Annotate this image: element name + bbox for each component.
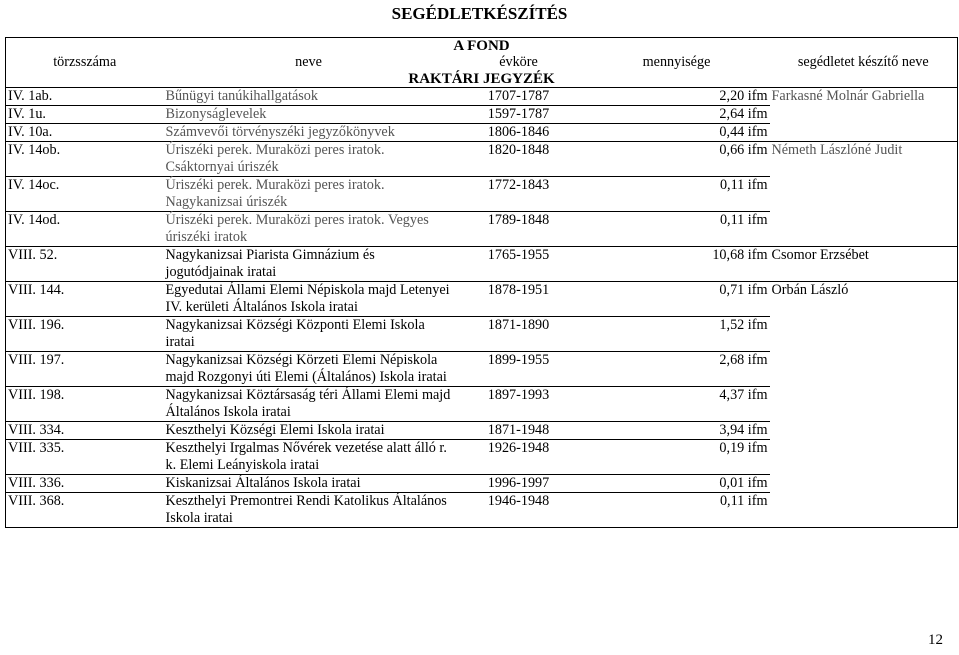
record-quantity: 2,68 ifm: [584, 352, 770, 387]
record-quantity: 2,64 ifm: [584, 106, 770, 124]
record-name: Számvevői törvényszéki jegyzőkönyvek: [164, 124, 454, 142]
preparer-name: Németh Lászlóné Judit: [770, 142, 958, 247]
record-quantity: 0,44 ifm: [584, 124, 770, 142]
fond-header: A FOND: [6, 38, 958, 55]
record-id: VIII. 196.: [6, 317, 164, 352]
record-years: 1996-1997: [454, 475, 584, 493]
record-id: IV. 10a.: [6, 124, 164, 142]
page-title: SEGÉDLETKÉSZÍTÉS: [391, 4, 568, 23]
record-years: 1871-1948: [454, 422, 584, 440]
record-id: VIII. 197.: [6, 352, 164, 387]
record-id: VIII. 335.: [6, 440, 164, 475]
record-quantity: 1,52 ifm: [584, 317, 770, 352]
record-name: Nagykanizsai Köztársaság téri Állami Elemi majd Általános Iskola iratai: [164, 387, 454, 422]
col-header-name: neve: [295, 54, 322, 70]
record-id: IV. 1u.: [6, 106, 164, 124]
record-years: 1871-1890: [454, 317, 584, 352]
record-years: 1878-1951: [454, 282, 584, 317]
inventory-table: [5, 37, 958, 528]
record-id: VIII. 52.: [6, 247, 164, 282]
preparer-name: Farkasné Molnár Gabriella: [770, 88, 958, 142]
subheader-row: [6, 71, 958, 88]
table-row: [6, 88, 958, 106]
record-quantity: 0,66 ifm: [584, 142, 770, 177]
record-years: 1772-1843: [454, 177, 584, 212]
record-name: Úriszéki perek. Muraközi peres iratok. Nagykanizsai úriszék: [164, 177, 454, 212]
column-header-row: [6, 54, 958, 71]
record-id: VIII. 144.: [6, 282, 164, 317]
record-quantity: 10,68 ifm: [584, 247, 770, 282]
record-id: IV. 1ab.: [6, 88, 164, 106]
record-years: 1926-1948: [454, 440, 584, 475]
record-id: VIII. 336.: [6, 475, 164, 493]
record-id: IV. 14ob.: [6, 142, 164, 177]
record-years: 1707-1787: [454, 88, 584, 106]
col-header-preparer: segédletet készítő neve: [770, 54, 958, 71]
record-name: Keszthelyi Premontrei Rendi Katolikus Általános Iskola iratai: [164, 493, 454, 528]
record-name: Úriszéki perek. Muraközi peres iratok. Csáktornyai úriszék: [164, 142, 454, 177]
record-id: IV. 14oc.: [6, 177, 164, 212]
record-name: Bűnügyi tanúkihallgatások: [164, 88, 454, 106]
record-name: Egyedutai Állami Elemi Népiskola majd Letenyei IV. kerületi Általános Iskola iratai: [164, 282, 454, 317]
record-id: VIII. 334.: [6, 422, 164, 440]
record-name: Úriszéki perek. Muraközi peres iratok. Vegyes úriszéki iratok: [164, 212, 454, 247]
record-years: 1820-1848: [454, 142, 584, 177]
record-years: 1899-1955: [454, 352, 584, 387]
record-quantity: 3,94 ifm: [584, 422, 770, 440]
record-years: 1789-1848: [454, 212, 584, 247]
record-name: Bizonyságlevelek: [164, 106, 454, 124]
record-years: 1946-1948: [454, 493, 584, 528]
record-quantity: 0,11 ifm: [584, 212, 770, 247]
record-quantity: 4,37 ifm: [584, 387, 770, 422]
preparer-name: Orbán László: [770, 282, 958, 528]
record-name: Nagykanizsai Községi Központi Elemi Iskola iratai: [164, 317, 454, 352]
preparer-name: Csomor Erzsébet: [770, 247, 958, 282]
record-quantity: 2,20 ifm: [584, 88, 770, 106]
record-quantity: 0,71 ifm: [584, 282, 770, 317]
record-years: 1897-1993: [454, 387, 584, 422]
col-header-years: évköre: [499, 54, 538, 70]
record-name: Keszthelyi Községi Elemi Iskola iratai: [164, 422, 454, 440]
record-quantity: 0,19 ifm: [584, 440, 770, 475]
record-quantity: 0,01 ifm: [584, 475, 770, 493]
table-row: [6, 247, 958, 282]
record-id: IV. 14od.: [6, 212, 164, 247]
record-id: VIII. 368.: [6, 493, 164, 528]
record-name: Nagykanizsai Piarista Gimnázium és jogutódjainak iratai: [164, 247, 454, 282]
record-years: 1806-1846: [454, 124, 584, 142]
col-header-quantity: mennyisége: [642, 54, 711, 70]
page-number: 12: [928, 632, 943, 648]
record-years: 1597-1787: [454, 106, 584, 124]
record-quantity: 0,11 ifm: [584, 177, 770, 212]
record-name: Nagykanizsai Községi Körzeti Elemi Népiskola majd Rozgonyi úti Elemi (Általános) Iskola iratai: [164, 352, 454, 387]
fond-header-row: [6, 38, 958, 55]
record-quantity: 0,11 ifm: [584, 493, 770, 528]
record-name: Kiskanizsai Általános Iskola iratai: [164, 475, 454, 493]
col-header-id: törzsszáma: [6, 54, 164, 71]
table-row: [6, 282, 958, 317]
record-years: 1765-1955: [454, 247, 584, 282]
record-id: VIII. 198.: [6, 387, 164, 422]
subheader: RAKTÁRI JEGYZÉK: [6, 71, 958, 88]
table-row: [6, 142, 958, 177]
record-name: Keszthelyi Irgalmas Nővérek vezetése alatt álló r. k. Elemi Leányiskola iratai: [164, 440, 454, 475]
